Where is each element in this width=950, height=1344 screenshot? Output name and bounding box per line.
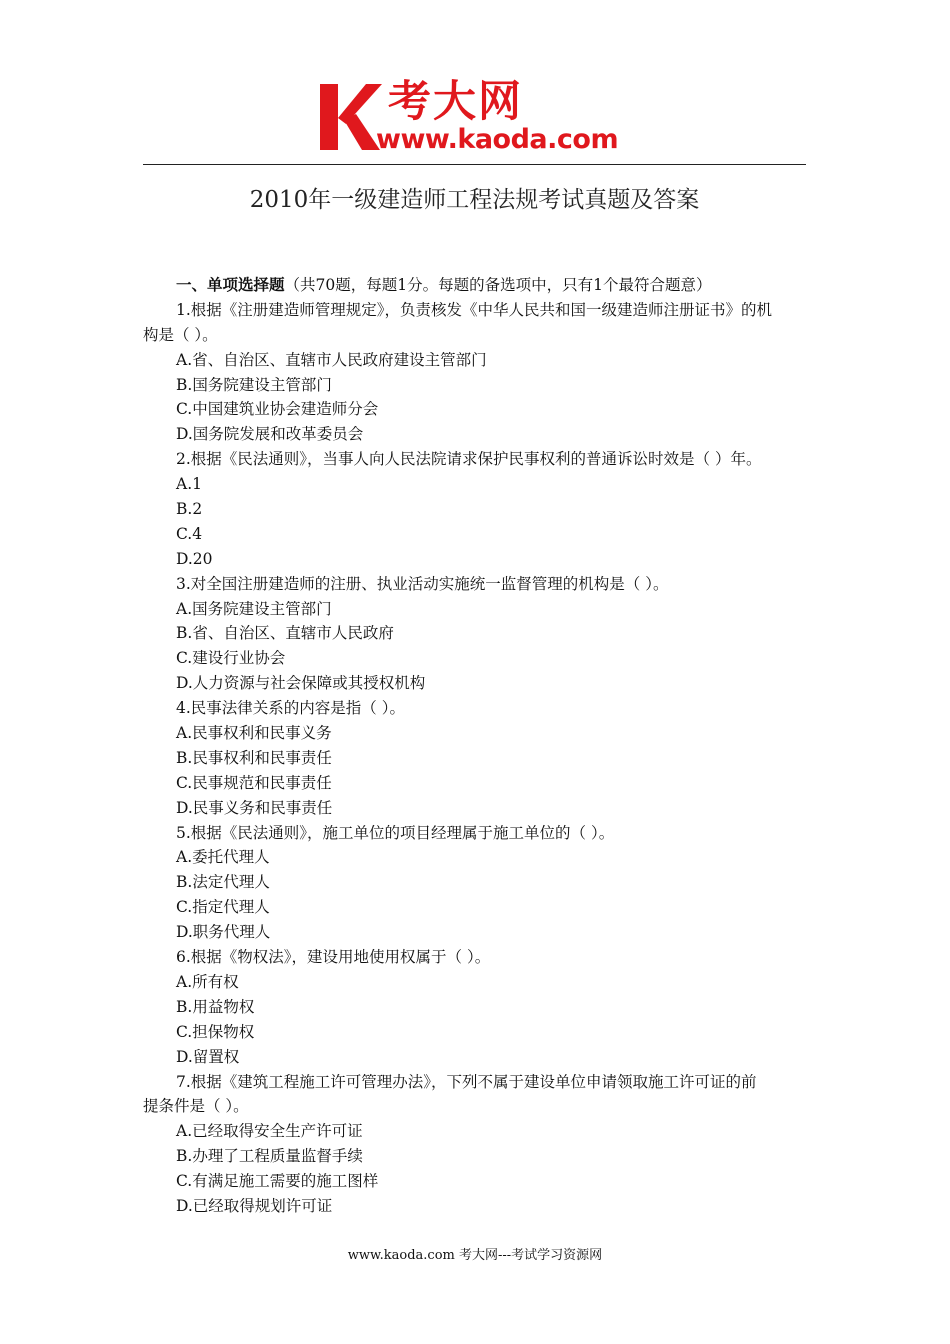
text-line: 构是（ ）。 <box>143 325 218 344</box>
text-line: B.法定代理人 <box>176 873 270 892</box>
text-line: A.已经取得安全生产许可证 <box>176 1122 363 1141</box>
text-line: C.担保物权 <box>176 1022 255 1041</box>
text-line: 5.根据《民法通则》，施工单位的项目经理属于施工单位的（ ）。 <box>176 823 615 842</box>
text-line: D.人力资源与社会保障或其授权机构 <box>176 674 426 693</box>
document-title: 2010年一级建造师工程法规考试真题及答案 <box>249 187 700 213</box>
text-line: C.民事规范和民事责任 <box>176 773 332 792</box>
page-footer: www.kaoda.com 考大网---考试学习资源网 <box>347 1248 603 1263</box>
text-line: D.留置权 <box>176 1047 240 1066</box>
text-line: B.国务院建设主管部门 <box>176 375 332 394</box>
kaoda-logo <box>316 76 646 160</box>
logo-url-text: www.kaoda.com <box>376 124 619 155</box>
k-logo-icon <box>316 80 382 154</box>
text-line: B.2 <box>176 500 203 519</box>
header-divider <box>143 164 806 165</box>
text-line: B.办理了工程质量监督手续 <box>176 1147 363 1166</box>
text-line: D.民事义务和民事责任 <box>176 798 333 817</box>
text-line: 提条件是（ ）。 <box>143 1097 249 1116</box>
text-line: D.20 <box>176 549 213 568</box>
text-line: A.1 <box>176 475 202 494</box>
text-line: 7.根据《建筑工程施工许可管理办法》，下列不属于建设单位申请领取施工许可证的前 <box>176 1072 757 1091</box>
logo-brand-text: 考大网 <box>388 77 523 127</box>
text-line: A.民事权利和民事义务 <box>176 724 332 743</box>
text-line: 2.根据《民法通则》，当事人向人民法院请求保护民事权利的普通诉讼时效是（ ）年。 <box>176 450 762 469</box>
text-line: A.委托代理人 <box>176 848 270 867</box>
text-line: D.已经取得规划许可证 <box>176 1196 333 1215</box>
section-note: （共70题，每题1分。每题的备选项中，只有1个最符合题意） <box>284 276 712 294</box>
text-line: A.所有权 <box>176 972 239 991</box>
text-line: 4.民事法律关系的内容是指（ ）。 <box>176 699 405 718</box>
section-label: 一、单项选择题 <box>176 275 285 294</box>
question-body <box>143 273 809 1219</box>
text-line: A.省、自治区、直辖市人民政府建设主管部门 <box>176 350 487 369</box>
text-line: C.有满足施工需要的施工图样 <box>176 1172 379 1191</box>
text-line: C.建设行业协会 <box>176 649 286 668</box>
text-line: C.指定代理人 <box>176 898 270 917</box>
text-line: 3.对全国注册建造师的注册、执业活动实施统一监督管理的机构是（ ）。 <box>176 574 669 593</box>
section-heading <box>143 273 809 298</box>
text-line: 6.根据《物权法》，建设用地使用权属于（ ）。 <box>176 948 491 967</box>
text-line: A.国务院建设主管部门 <box>176 599 332 618</box>
text-line: C.中国建筑业协会建造师分会 <box>176 400 379 419</box>
text-line: B.用益物权 <box>176 997 255 1016</box>
text-line: B.民事权利和民事责任 <box>176 748 332 767</box>
text-line: 1.根据《注册建造师管理规定》，负责核发《中华人民共和国一级建造师注册证书》的机 <box>176 300 773 319</box>
text-line: D.国务院发展和改革委员会 <box>176 425 364 444</box>
text-line: C.4 <box>176 524 203 543</box>
text-line: D.职务代理人 <box>176 923 271 942</box>
text-line: B.省、自治区、直辖市人民政府 <box>176 624 394 643</box>
